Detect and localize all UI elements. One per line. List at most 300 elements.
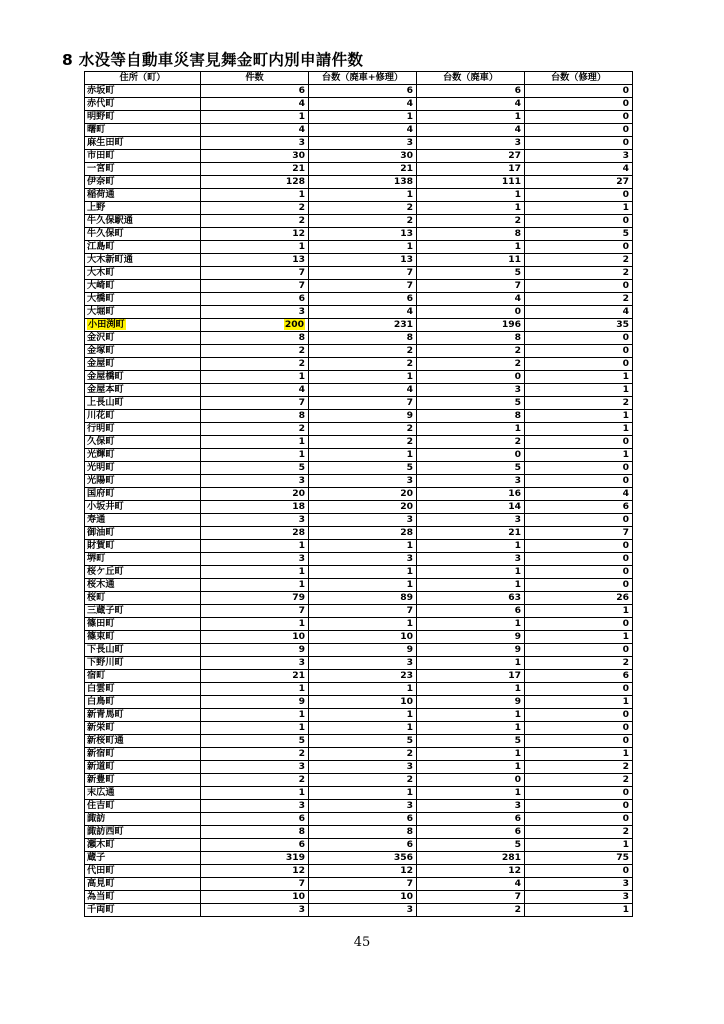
cell-vehicles-total: [309, 137, 417, 150]
table-row: [85, 423, 633, 436]
cell-vehicles-repaired-value: 1: [622, 423, 629, 434]
cell-vehicles-scrapped: [417, 618, 525, 631]
cell-count-value: 3: [298, 657, 305, 668]
cell-vehicles-total: [309, 423, 417, 436]
cell-count: [201, 124, 309, 137]
town-name-text: 千両町: [87, 904, 115, 915]
cell-vehicles-total: [309, 111, 417, 124]
cell-vehicles-total-value: 6: [406, 813, 413, 824]
cell-vehicles-scrapped-value: 4: [514, 124, 521, 135]
cell-town-name: [85, 410, 201, 423]
cell-vehicles-scrapped-value: 5: [514, 267, 521, 278]
table-row: [85, 592, 633, 605]
cell-vehicles-scrapped: [417, 189, 525, 202]
cell-vehicles-scrapped-value: 14: [508, 501, 521, 512]
cell-count-value: 5: [298, 735, 305, 746]
cell-count: [201, 657, 309, 670]
cell-count-value: 6: [298, 839, 305, 850]
cell-count: [201, 800, 309, 813]
cell-count-value: 319: [285, 852, 305, 863]
cell-count: [201, 735, 309, 748]
cell-vehicles-repaired: [525, 501, 633, 514]
cell-vehicles-total-value: 3: [406, 800, 413, 811]
cell-count: [201, 111, 309, 124]
cell-count-value: 18: [292, 501, 305, 512]
cell-vehicles-total: [309, 163, 417, 176]
cell-vehicles-total-value: 1: [406, 618, 413, 629]
cell-vehicles-repaired-value: 0: [622, 85, 629, 96]
cell-vehicles-scrapped-value: 5: [514, 735, 521, 746]
cell-vehicles-total: [309, 540, 417, 553]
cell-vehicles-scrapped-value: 1: [514, 241, 521, 252]
cell-vehicles-repaired-value: 7: [622, 527, 629, 538]
cell-count: [201, 163, 309, 176]
cell-town-name: [85, 605, 201, 618]
table-row: [85, 306, 633, 319]
cell-vehicles-total: [309, 475, 417, 488]
town-name-text: 諏訪西町: [87, 826, 124, 837]
cell-town-name: [85, 618, 201, 631]
cell-count-value: 5: [298, 462, 305, 473]
cell-vehicles-repaired: [525, 891, 633, 904]
cell-vehicles-repaired: [525, 631, 633, 644]
cell-town-name: [85, 696, 201, 709]
cell-vehicles-scrapped: [417, 228, 525, 241]
cell-vehicles-scrapped-value: 1: [514, 761, 521, 772]
cell-count-value: 21: [292, 670, 305, 681]
cell-vehicles-total-value: 2: [406, 215, 413, 226]
cell-vehicles-total-value: 2: [406, 774, 413, 785]
cell-count-value: 2: [298, 748, 305, 759]
cell-vehicles-scrapped: [417, 202, 525, 215]
cell-vehicles-repaired: [525, 800, 633, 813]
cell-vehicles-total: [309, 722, 417, 735]
table-row: [85, 358, 633, 371]
cell-vehicles-scrapped-value: 0: [514, 306, 521, 317]
cell-town-name: [85, 670, 201, 683]
cell-vehicles-scrapped-value: 1: [514, 787, 521, 798]
cell-vehicles-repaired: [525, 306, 633, 319]
cell-town-name: [85, 735, 201, 748]
cell-vehicles-scrapped: [417, 397, 525, 410]
cell-vehicles-repaired-value: 0: [622, 579, 629, 590]
cell-count: [201, 319, 309, 332]
cell-vehicles-repaired: [525, 540, 633, 553]
cell-vehicles-repaired: [525, 878, 633, 891]
cell-count-value: 3: [298, 306, 305, 317]
cell-count: [201, 306, 309, 319]
cell-count-value: 1: [298, 722, 305, 733]
cell-vehicles-total: [309, 384, 417, 397]
cell-count-value: 1: [298, 787, 305, 798]
cell-vehicles-repaired: [525, 488, 633, 501]
cell-vehicles-scrapped-value: 11: [508, 254, 521, 265]
cell-town-name: [85, 839, 201, 852]
cell-count-value: 1: [298, 111, 305, 122]
cell-vehicles-total: [309, 176, 417, 189]
cell-vehicles-scrapped: [417, 254, 525, 267]
cell-vehicles-scrapped: [417, 878, 525, 891]
cell-town-name: [85, 124, 201, 137]
cell-vehicles-total-value: 4: [406, 124, 413, 135]
cell-vehicles-scrapped: [417, 540, 525, 553]
table-row: [85, 735, 633, 748]
cell-vehicles-total: [309, 553, 417, 566]
header-address: 住所（町）: [85, 72, 201, 85]
town-name-text: 新宿町: [87, 748, 115, 759]
cell-vehicles-total-value: 7: [406, 397, 413, 408]
cell-town-name: [85, 189, 201, 202]
cell-vehicles-total-value: 20: [400, 488, 413, 499]
town-name-text: 桜木通: [87, 579, 115, 590]
cell-town-name: [85, 475, 201, 488]
cell-vehicles-repaired-value: 4: [622, 306, 629, 317]
table-row: [85, 618, 633, 631]
cell-count-value: 10: [292, 891, 305, 902]
cell-count-value: 3: [298, 800, 305, 811]
cell-vehicles-total: [309, 254, 417, 267]
cell-vehicles-repaired: [525, 696, 633, 709]
cell-vehicles-repaired: [525, 241, 633, 254]
cell-vehicles-repaired-value: 2: [622, 267, 629, 278]
cell-vehicles-scrapped: [417, 891, 525, 904]
cell-town-name: [85, 293, 201, 306]
cell-vehicles-scrapped-value: 2: [514, 436, 521, 447]
cell-count: [201, 397, 309, 410]
cell-vehicles-total-value: 12: [400, 865, 413, 876]
cell-town-name: [85, 176, 201, 189]
cell-vehicles-scrapped: [417, 670, 525, 683]
cell-count-value: 6: [298, 293, 305, 304]
cell-vehicles-scrapped-value: 1: [514, 111, 521, 122]
cell-count-value: 12: [292, 865, 305, 876]
cell-vehicles-total-value: 4: [406, 98, 413, 109]
cell-count-value: 4: [298, 124, 305, 135]
cell-town-name: [85, 501, 201, 514]
cell-vehicles-repaired: [525, 436, 633, 449]
table-row: [85, 748, 633, 761]
cell-vehicles-repaired-value: 27: [616, 176, 629, 187]
table-row: [85, 267, 633, 280]
cell-vehicles-repaired-value: 2: [622, 293, 629, 304]
cell-vehicles-repaired: [525, 384, 633, 397]
town-name-text: 小坂井町: [87, 501, 124, 512]
cell-vehicles-scrapped-value: 2: [514, 215, 521, 226]
cell-vehicles-scrapped: [417, 527, 525, 540]
cell-vehicles-repaired: [525, 865, 633, 878]
table-row: [85, 514, 633, 527]
table-row: [85, 410, 633, 423]
table-row: [85, 761, 633, 774]
cell-vehicles-scrapped: [417, 631, 525, 644]
cell-count: [201, 865, 309, 878]
town-name-text: 大木新町通: [87, 254, 133, 265]
table-row: [85, 98, 633, 111]
cell-vehicles-repaired-value: 1: [622, 696, 629, 707]
cell-vehicles-scrapped-value: 6: [514, 605, 521, 616]
cell-town-name: [85, 371, 201, 384]
town-name-text: 金屋橋町: [87, 371, 124, 382]
cell-vehicles-scrapped-value: 1: [514, 657, 521, 668]
cell-vehicles-scrapped-value: 3: [514, 800, 521, 811]
cell-count: [201, 878, 309, 891]
cell-vehicles-scrapped: [417, 657, 525, 670]
cell-vehicles-repaired-value: 0: [622, 137, 629, 148]
cell-count: [201, 176, 309, 189]
cell-count-value: 10: [292, 631, 305, 642]
town-name-text: 為当町: [87, 891, 115, 902]
cell-count: [201, 345, 309, 358]
cell-vehicles-scrapped: [417, 98, 525, 111]
cell-count-value: 9: [298, 644, 305, 655]
table-row: [85, 384, 633, 397]
cell-vehicles-scrapped: [417, 267, 525, 280]
cell-town-name: [85, 722, 201, 735]
town-name-text: 堺町: [87, 553, 106, 564]
cell-vehicles-scrapped: [417, 553, 525, 566]
cell-vehicles-repaired: [525, 345, 633, 358]
cell-vehicles-total-value: 2: [406, 436, 413, 447]
cell-vehicles-total: [309, 306, 417, 319]
cell-vehicles-scrapped-value: 12: [508, 865, 521, 876]
cell-vehicles-total: [309, 618, 417, 631]
table-row: [85, 449, 633, 462]
cell-vehicles-repaired: [525, 124, 633, 137]
cell-count: [201, 527, 309, 540]
town-name-text: 光輝町: [87, 449, 115, 460]
page-number: 45: [353, 935, 371, 950]
cell-count-value: 7: [298, 280, 305, 291]
cell-count: [201, 254, 309, 267]
cell-vehicles-repaired-value: 0: [622, 540, 629, 551]
table-row: [85, 878, 633, 891]
cell-vehicles-repaired: [525, 228, 633, 241]
cell-vehicles-total: [309, 488, 417, 501]
cell-vehicles-scrapped-value: 1: [514, 683, 521, 694]
cell-count-value: 13: [292, 254, 305, 265]
cell-vehicles-scrapped-value: 9: [514, 696, 521, 707]
cell-town-name: [85, 163, 201, 176]
cell-count: [201, 98, 309, 111]
cell-count: [201, 748, 309, 761]
cell-count: [201, 241, 309, 254]
cell-count: [201, 501, 309, 514]
cell-vehicles-total-value: 7: [406, 605, 413, 616]
cell-town-name: [85, 657, 201, 670]
cell-vehicles-scrapped: [417, 436, 525, 449]
cell-count: [201, 514, 309, 527]
cell-vehicles-total: [309, 436, 417, 449]
cell-vehicles-repaired: [525, 514, 633, 527]
cell-count-value: 3: [298, 475, 305, 486]
table-row: [85, 579, 633, 592]
cell-vehicles-repaired-value: 0: [622, 345, 629, 356]
cell-town-name: [85, 709, 201, 722]
cell-town-name: [85, 579, 201, 592]
cell-vehicles-total-value: 8: [406, 826, 413, 837]
table-row: [85, 475, 633, 488]
cell-vehicles-total-value: 10: [400, 891, 413, 902]
cell-vehicles-scrapped-value: 1: [514, 189, 521, 200]
cell-vehicles-repaired-value: 3: [622, 150, 629, 161]
cell-vehicles-repaired-value: 4: [622, 488, 629, 499]
cell-town-name: [85, 878, 201, 891]
cell-vehicles-repaired-value: 2: [622, 826, 629, 837]
table-body: [85, 85, 633, 917]
cell-vehicles-repaired-value: 0: [622, 813, 629, 824]
cell-count-value: 4: [298, 384, 305, 395]
cell-vehicles-total: [309, 735, 417, 748]
cell-vehicles-scrapped: [417, 124, 525, 137]
cell-count-value: 3: [298, 137, 305, 148]
town-name-text: 高見町: [87, 878, 115, 889]
cell-vehicles-repaired-value: 0: [622, 800, 629, 811]
cell-vehicles-repaired: [525, 371, 633, 384]
table-row: [85, 85, 633, 98]
cell-vehicles-repaired: [525, 774, 633, 787]
applications-table: [84, 71, 633, 917]
cell-vehicles-total: [309, 241, 417, 254]
cell-town-name: [85, 397, 201, 410]
town-name-text: 末広通: [87, 787, 115, 798]
cell-vehicles-total: [309, 462, 417, 475]
cell-vehicles-total: [309, 579, 417, 592]
cell-count-value: 7: [298, 397, 305, 408]
cell-vehicles-scrapped: [417, 345, 525, 358]
table-row: [85, 397, 633, 410]
cell-vehicles-scrapped: [417, 787, 525, 800]
cell-vehicles-total-value: 9: [406, 644, 413, 655]
cell-vehicles-repaired: [525, 215, 633, 228]
cell-vehicles-total: [309, 826, 417, 839]
cell-vehicles-total-value: 1: [406, 449, 413, 460]
cell-vehicles-total: [309, 774, 417, 787]
cell-vehicles-repaired: [525, 332, 633, 345]
cell-vehicles-repaired-value: 0: [622, 475, 629, 486]
cell-vehicles-total: [309, 85, 417, 98]
table-row: [85, 137, 633, 150]
town-name-text: 光明町: [87, 462, 115, 473]
cell-vehicles-total: [309, 878, 417, 891]
table-row: [85, 345, 633, 358]
cell-vehicles-total-value: 3: [406, 904, 413, 915]
cell-count-value: 2: [298, 345, 305, 356]
cell-vehicles-repaired: [525, 709, 633, 722]
cell-vehicles-total-value: 5: [406, 735, 413, 746]
table-row: [85, 332, 633, 345]
cell-vehicles-repaired: [525, 176, 633, 189]
cell-vehicles-scrapped-value: 6: [514, 826, 521, 837]
cell-vehicles-repaired: [525, 566, 633, 579]
cell-vehicles-repaired: [525, 553, 633, 566]
cell-vehicles-total-value: 1: [406, 111, 413, 122]
cell-vehicles-repaired: [525, 852, 633, 865]
cell-vehicles-scrapped-value: 3: [514, 553, 521, 564]
town-name-text: 明野町: [87, 111, 115, 122]
cell-town-name: [85, 111, 201, 124]
cell-vehicles-repaired: [525, 202, 633, 215]
cell-vehicles-total-value: 89: [400, 592, 413, 603]
town-name-text: 新豊町: [87, 774, 115, 785]
cell-vehicles-repaired-value: 2: [622, 657, 629, 668]
town-name-text: 上野: [87, 202, 106, 213]
cell-vehicles-repaired-value: 0: [622, 462, 629, 473]
cell-town-name: [85, 319, 201, 332]
cell-vehicles-repaired-value: 0: [622, 189, 629, 200]
table-row: [85, 670, 633, 683]
cell-vehicles-total: [309, 189, 417, 202]
town-name-text: 宿町: [87, 670, 106, 681]
cell-vehicles-total-value: 356: [393, 852, 413, 863]
town-name-text: 稲荷通: [87, 189, 115, 200]
cell-vehicles-total: [309, 215, 417, 228]
town-name-text: 伊奈町: [87, 176, 115, 187]
table-row: [85, 774, 633, 787]
cell-vehicles-repaired-value: 0: [622, 241, 629, 252]
cell-vehicles-total-value: 2: [406, 423, 413, 434]
cell-town-name: [85, 761, 201, 774]
cell-vehicles-total-value: 1: [406, 371, 413, 382]
cell-town-name: [85, 514, 201, 527]
cell-vehicles-repaired: [525, 280, 633, 293]
town-name-text: 牛久保町: [87, 228, 124, 239]
cell-count: [201, 631, 309, 644]
cell-vehicles-scrapped-value: 9: [514, 631, 521, 642]
table-row: [85, 462, 633, 475]
cell-town-name: [85, 150, 201, 163]
cell-vehicles-repaired-value: 2: [622, 397, 629, 408]
cell-vehicles-total: [309, 202, 417, 215]
cell-town-name: [85, 332, 201, 345]
cell-vehicles-total-value: 3: [406, 514, 413, 525]
cell-vehicles-total: [309, 410, 417, 423]
cell-count: [201, 293, 309, 306]
cell-count-value: 1: [298, 241, 305, 252]
town-name-text: 大堀町: [87, 306, 115, 317]
table-row: [85, 852, 633, 865]
cell-vehicles-scrapped: [417, 111, 525, 124]
cell-vehicles-scrapped-value: 6: [514, 85, 521, 96]
cell-count: [201, 202, 309, 215]
cell-vehicles-total: [309, 358, 417, 371]
header-vehicles-scrapped: 台数（廃車）: [417, 72, 525, 85]
cell-count: [201, 540, 309, 553]
cell-vehicles-repaired-value: 0: [622, 215, 629, 226]
table-row: [85, 254, 633, 267]
cell-vehicles-scrapped: [417, 579, 525, 592]
cell-count-value: 1: [298, 566, 305, 577]
town-name-text: 寿通: [87, 514, 106, 525]
cell-vehicles-scrapped-value: 16: [508, 488, 521, 499]
table-row: [85, 644, 633, 657]
cell-vehicles-scrapped-value: 1: [514, 709, 521, 720]
cell-vehicles-scrapped: [417, 150, 525, 163]
cell-vehicles-repaired: [525, 293, 633, 306]
cell-count-value: 28: [292, 527, 305, 538]
cell-vehicles-total: [309, 761, 417, 774]
cell-town-name: [85, 358, 201, 371]
town-name-text: 住吉町: [87, 800, 115, 811]
cell-vehicles-repaired: [525, 111, 633, 124]
cell-vehicles-repaired-value: 0: [622, 514, 629, 525]
cell-count: [201, 85, 309, 98]
cell-vehicles-total: [309, 839, 417, 852]
cell-count-value: 3: [298, 514, 305, 525]
cell-vehicles-repaired-value: 4: [622, 163, 629, 174]
cell-vehicles-repaired-value: 0: [622, 436, 629, 447]
cell-count: [201, 813, 309, 826]
table-row: [85, 527, 633, 540]
